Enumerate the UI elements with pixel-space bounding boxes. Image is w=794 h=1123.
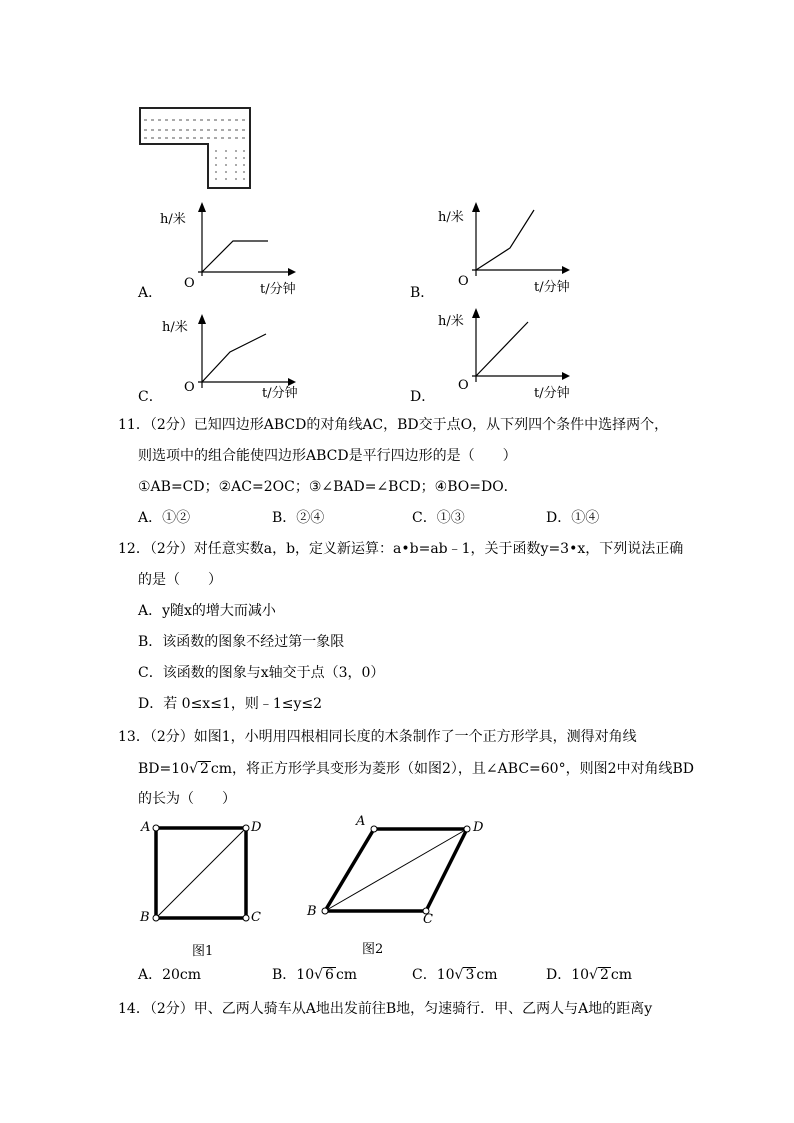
q12-choice-a: A．y随x的增大而减小 <box>138 603 276 619</box>
q11-choice-a: A．①② <box>138 510 191 526</box>
q13-choice-b: B．10√ 6 cm <box>272 967 358 983</box>
q11-line1: 11．（2分）已知四边形ABCD的对角线AC，BD交于点O，从下列四个条件中选择两个， <box>118 417 669 433</box>
q13-choice-a: A．20cm <box>138 967 202 983</box>
container-figure <box>138 106 258 192</box>
fig2-label-b: B <box>307 904 317 919</box>
q12-choice-b: B．该函数的图象不经过第一象限 <box>138 634 345 650</box>
graph-c-xlabel: t/分钟 <box>262 386 298 401</box>
fig1-label-b: B <box>140 910 150 925</box>
fig1-label-a: A <box>141 820 151 835</box>
q11-conditions: ①AB=CD；②AC=2OC；③∠BAD=∠BCD；④BO=DO． <box>138 479 518 495</box>
q12-choice-c: C．该函数的图象与x轴交于点（3，0） <box>138 665 385 681</box>
q12-line1: 12．（2分）对任意实数a，b，定义新运算：a•b=ab﹣1，关于函数y=3•x，下列说法正确 <box>118 541 684 557</box>
q13-radicand: 2 <box>199 761 209 777</box>
graph-option-c <box>138 310 318 410</box>
graph-c-letter: C． <box>138 389 163 405</box>
q12-choice-d: D．若 0≤x≤1，则﹣1≤y≤2 <box>138 696 323 712</box>
graph-a-xlabel: t/分钟 <box>260 282 296 297</box>
graph-a-ylabel: h/米 <box>160 212 186 227</box>
q14-line1: 14．（2分）甲、乙两人骑车从A地出发前往B地，匀速骑行．甲、乙两人与A地的距离y <box>118 1001 653 1017</box>
q11-choice-c: C．①③ <box>412 510 465 526</box>
graph-d-letter: D． <box>410 389 436 405</box>
graph-c-origin: O <box>184 380 195 395</box>
fig1-caption: 图1 <box>192 944 214 959</box>
graph-option-d <box>410 306 590 406</box>
q12-line2: 的是（ ） <box>138 572 222 588</box>
graph-c-ylabel: h/米 <box>162 320 188 335</box>
graph-option-b <box>410 200 590 300</box>
graph-d-origin: O <box>458 378 469 393</box>
q13-choice-c: C．10√ 3 cm <box>412 967 498 983</box>
q11-line2: 则选项中的组合能使四边形ABCD是平行四边形的是（ ） <box>138 448 517 464</box>
graph-a-letter: A． <box>138 285 163 301</box>
graph-d-xlabel: t/分钟 <box>534 386 570 401</box>
q11-choice-d: D．①④ <box>546 510 600 526</box>
graph-b-ylabel: h/米 <box>438 210 464 225</box>
q13-line1: 13．（2分）如图1，小明用四根相同长度的木条制作了一个正方形学具，测得对角线 <box>118 729 637 745</box>
graph-option-a <box>138 200 318 300</box>
graph-b-xlabel: t/分钟 <box>534 280 570 295</box>
fig2-caption: 图2 <box>362 942 384 957</box>
q13-choice-d: D．10√ 2 cm <box>546 967 633 983</box>
graph-b-origin: O <box>458 274 469 289</box>
graph-a-origin: O <box>184 276 195 291</box>
fig2-label-c: C <box>423 912 433 927</box>
fig1-label-c: C <box>251 910 261 925</box>
fig2-label-d: D <box>473 820 484 835</box>
graph-b-letter: B． <box>410 285 435 301</box>
q11-choice-b: B．②④ <box>272 510 325 526</box>
fig2-label-a: A <box>356 814 366 829</box>
fig1-label-d: D <box>251 820 262 835</box>
q13-line3: 的长为（ ） <box>138 791 236 807</box>
q13-line2: BD=10√ 2 cm，将正方形学具变形为菱形（如图2），且∠ABC=60°，则图2中对角线BD <box>138 761 694 777</box>
figure-2-rhombus <box>300 810 500 930</box>
q13-bd-prefix: BD=10 <box>138 761 190 777</box>
graph-d-ylabel: h/米 <box>438 314 464 329</box>
q13-line2-rest: cm，将正方形学具变形为菱形（如图2），且∠ABC=60°，则图2中对角线BD <box>210 761 694 777</box>
